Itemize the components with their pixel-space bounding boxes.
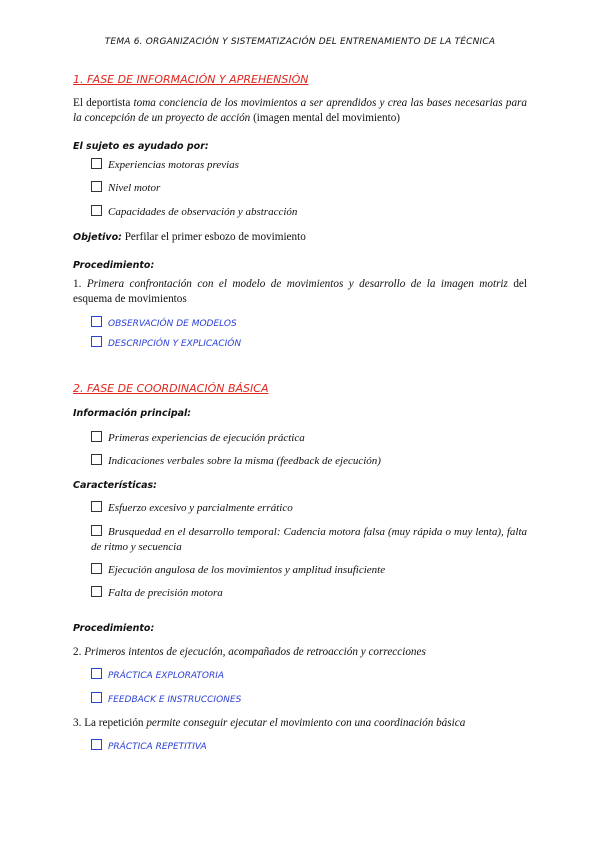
checkbox-icon [91, 336, 102, 347]
section-1-title: 1. FASE DE INFORMACIÓN Y APREHENSIÓN [73, 73, 309, 86]
task-item: DESCRIPCIÓN Y EXPLICACIÓN [91, 336, 527, 352]
section-2-title: 2. FASE DE COORDINACIÓN BÁSICA [73, 382, 269, 395]
checkbox-icon [91, 525, 102, 536]
objetivo-line: Objetivo: Perfilar el primer esbozo de movimiento [73, 231, 306, 243]
section-1-intro: El deportista toma conciencia de los movimientos a ser aprendidos y crea las bases necesarias para la concepción de un proyecto de acción (imagen mental del movimiento) [73, 97, 527, 124]
task-item: OBSERVACIÓN DE MODELOS [91, 316, 527, 332]
checkbox-icon [91, 692, 102, 703]
checkbox-icon [91, 501, 102, 512]
procedimiento-label: Procedimiento: [73, 260, 155, 271]
procedimiento-2-label: Procedimiento: [73, 623, 155, 634]
list-item: Esfuerzo excesivo y parcialmente errático [91, 501, 527, 516]
procedure-3: 3. La repetición permite conseguir ejecutar el movimiento con una coordinación básica [73, 717, 466, 729]
checkbox-icon [91, 563, 102, 574]
checkbox-icon [91, 316, 102, 327]
checkbox-icon [91, 454, 102, 465]
procedure-2: 2. Primeros intentos de ejecución, acompañados de retroacción y correcciones [73, 646, 426, 658]
list-item: Indicaciones verbales sobre la misma (feedback de ejecución) [91, 454, 527, 469]
task-item: FEEDBACK E INSTRUCCIONES [91, 692, 527, 708]
list-item: Brusquedad en el desarrollo temporal: Cadencia motora falsa (muy rápida o muy lenta), falta de ritmo y secuencia [91, 526, 527, 553]
page-header: TEMA 6. ORGANIZACIÓN Y SISTEMATIZACIÓN DEL ENTRENAMIENTO DE LA TÉCNICA [104, 37, 496, 47]
checkbox-icon [91, 205, 102, 216]
checkbox-icon [91, 181, 102, 192]
list-item: Falta de precisión motora [91, 586, 527, 601]
task-item: PRÁCTICA EXPLORATORIA [91, 668, 527, 684]
list-item: Primeras experiencias de ejecución práctica [91, 431, 527, 446]
info-label: Información principal: [73, 408, 192, 419]
list-item: Experiencias motoras previas [91, 158, 527, 173]
list-item: Capacidades de observación y abstracción [91, 205, 527, 220]
procedure-1: 1. Primera confrontación con el modelo de movimientos y desarrollo de la imagen motriz del esquema de movimientos [73, 278, 528, 305]
task-item: PRÁCTICA REPETITIVA [91, 739, 527, 755]
checkbox-icon [91, 668, 102, 679]
checkbox-icon [91, 431, 102, 442]
ayuda-label: El sujeto es ayudado por: [73, 141, 209, 152]
checkbox-icon [91, 158, 102, 169]
checkbox-icon [91, 739, 102, 750]
list-item: Ejecución angulosa de los movimientos y amplitud insuficiente [91, 563, 527, 578]
caracteristicas-label: Características: [73, 480, 157, 491]
list-item: Nivel motor [91, 181, 527, 196]
checkbox-icon [91, 586, 102, 597]
